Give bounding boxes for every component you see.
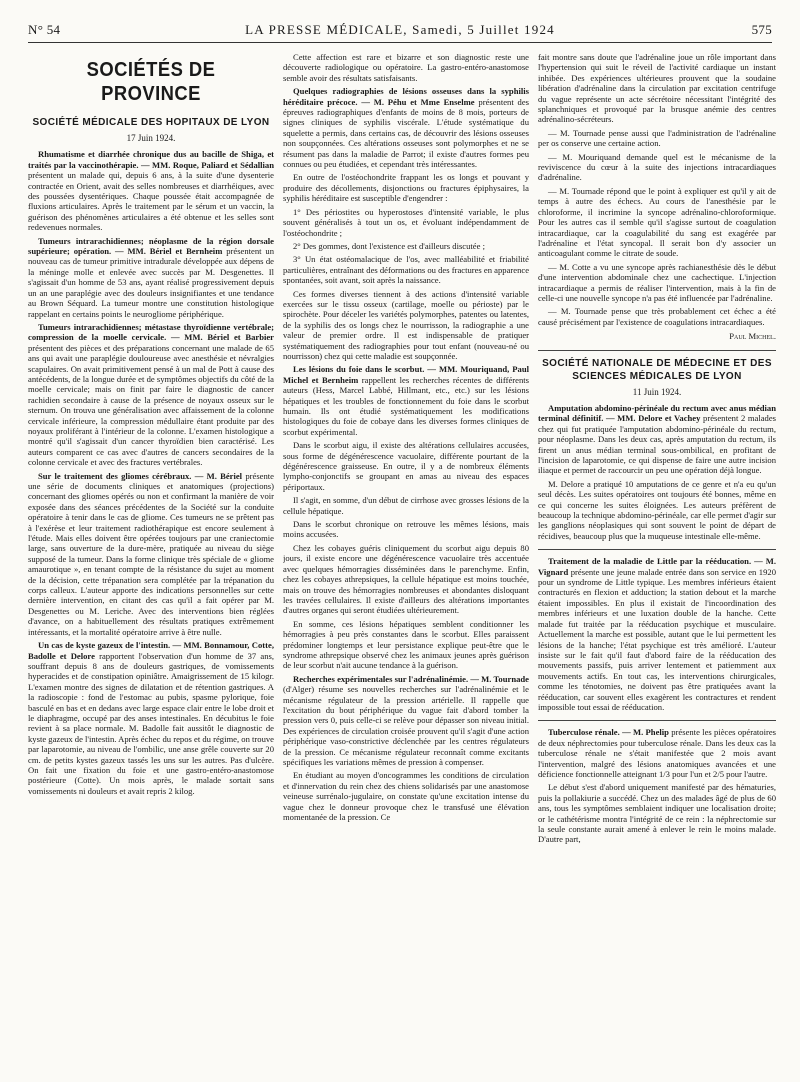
- paragraph: Un cas de kyste gazeux de l'intestin. — MM. Bonnamour, Cotte, Badolle et Delore rapportent l'observation d'un homme de 37 ans, souffrant depuis 8 ans de douleurs gastriques, de vomissements hyperacides et de constipation opiniâtre. Amaigrissement de 15 kilogr. L'examen montre des signes de dilatation et de rétention gastriques. A la radioscopie : fond de l'estomac au pubis, spasme pylorique, foie basculé en bas et en dedans avec large espace clair entre le lobe droit et le diaphragme, occupé par des anses intestinales. En décubitus le foie revient à sa place normale. M. Badolle fait aussitôt le diagnostic de kyste gazeux de l'intestin. Après échec du repos et du régime, on trouve par laparotomie, au niveau de l'ombilic, une anse grêle couverte sur 20 cm. de petits kystes gazeux tassés les uns sur les autres. Pas d'ulcère. On fait une fixation du foie et une gastro-entéro-anastomose postérieure (Cotte). Un mois après, le malade sortait sans vomissements ni douleurs et avait repris 2 kilog.: [28, 640, 274, 796]
- journal-title: LA PRESSE MÉDICALE, Samedi, 5 Juillet 1924: [245, 22, 555, 37]
- society-title: SOCIÉTÉ NATIONALE DE MÉDECINE ET DES SCIENCES MÉDICALES DE LYON: [542, 357, 772, 382]
- society-title: SOCIÉTÉ MÉDICALE DES HOPITAUX DE LYON: [32, 117, 270, 128]
- paragraph-heading: Tumeurs intrarachidiennes; métastase thyroïdienne vertébrale; compression de la moelle cervicale. — MM. Bériel et Barbier: [28, 321, 274, 343]
- paragraph: Dans le scorbut chronique on retrouve les mêmes lésions, mais moins accusées.: [283, 519, 529, 540]
- paragraph: En outre de l'ostéochondrite frappant les os longs et pouvant y produire des décollements, disjonctions ou fractures épiphysaires, la syphilis héréditaire est susceptible d'engendrer :: [283, 172, 529, 204]
- paragraph: Recherches expérimentales sur l'adrénalinémie. — M. Tournade (d'Alger) résume ses nouvelles recherches sur l'adrénalinémie et le mécanisme régulateur de la pression artérielle. Il rappelle que l'excitation du bout périphérique du vague fait d'abord tomber la pression vers 0, puis celle-ci se relève pour dépasser son niveau initial. Des expériences de circulation croisée prouvent qu'il s'agit d'une action périphérique vaso-constrictive déclenchée par les centres régulateurs de la pression. Ce mécanisme régulateur reconnaît comme excitants spécifiques les variations mêmes de pression à compenser.: [283, 673, 529, 767]
- paragraph: — M. Tournade pense que très probablement cet échec a été causé précisément par l'existence de coagulations intracardiaques.: [538, 306, 776, 327]
- paragraph: Il s'agit, en somme, d'un début de cirrhose avec grosses lésions de la cellule hépatique.: [283, 495, 529, 516]
- paragraph: fait montre sans doute que l'adrénaline joue un rôle important dans l'hypertension qui suit le réveil de l'activité cardiaque un instant inhibée. Des expériences ultérieures prouvent que la soudaine libération d'adrénaline dans la circulation par excitation centrifuge du vague représente un acte sécrétoire nécessitant l'intégrité des splanchniques et provoqué par la brusque anémie des centres adrénalino-sécréteurs.: [538, 52, 776, 125]
- issue-number: N° 54: [28, 22, 61, 37]
- paragraph: Cette affection est rare et bizarre et son diagnostic reste une découverte radiologique ou opératoire. La gastro-entéro-anastomose semble avoir des résultats satisfaisants.: [283, 52, 529, 83]
- header-rule: [28, 42, 772, 43]
- section-title: SOCIÉTÉS DE PROVINCE: [86, 59, 216, 105]
- paragraph: Tumeurs intrarachidiennes; métastase thyroïdienne vertébrale; compression de la moelle cervicale. — MM. Bériel et Barbier présentent des pièces et des préparations concernant une malade de 65 ans qui avait une paraplégie douloureuse avec anesthésie et névralgies scapulaires. On avait primitivement pensé à un mal de Pott à cause des antécédents, de la longue durée et de symptômes objectifs du côté de la moelle cervicale; mais on finit par faire le diagnostic de cancer rachidien secondaire à cause de la présence de noyaux osseux sur le sternum. On trouva une généralisation avec affaissement de la colonne cervicale inférieure, la compression médullaire étant produite par des noyaux proliférant à l'intérieur de la colonne. L'examen histologique a montré qu'il s'agissait d'un cancer thyroïdien bien caractérisé. Les auteurs comparent ce cas avec d'autres de cancers secondaires de la colonne cervicale et avec des fractures vertébrales.: [28, 321, 274, 468]
- column-right: [538, 52, 776, 1072]
- paragraph: Sur le traitement des gliomes cérébraux. — M. Bériel présente une série de documents cliniques et anatomiques (projections) concernant des gliomes opérés ou non et confirmant la manière de voir exposée dans des séances précédentes de la Société sur la conduite opératoire à tenir dans le cas de gliome. Ces tumeurs ne se prêtent pas à l'exérèse et leur traitement radiothérapique est encore seulement à l'étude. Mais elles doivent être opérées toujours par une craniectomie large, sans ouverture de la dure-mère, pratiquée au niveau du siège supposé de la tumeur. Dans la forme clinique très spéciale de « gliome amaurotique », en tenant compte de la résistance du sujet au moment de la décision, cette trépanation sera complétée par la trépanation du corps calleux. L'auteur apporte des indications personnelles sur cette dernière intervention, en citant des cas qu'il a fait opérer par M. Desgenettes ou M. Leriche. Avec des interventions bien réglées d'avance, on a habituellement des résultats pratiques extrêmement intéressants, et la mortalité opératoire arrive à être nulle.: [28, 470, 274, 637]
- paragraph-heading: Amputation abdomino-périnéale du rectum avec anus médian terminal définitif. — MM. Delore et Vachey: [538, 402, 776, 424]
- author-signature: Paul Michel.: [729, 331, 776, 342]
- paragraph: Quelques radiographies de lésions osseuses dans la syphilis héréditaire précoce. — M. Péhu et Mme Enselme présentent des épreuves radiographiques d'enfants de moins de 8 mois, porteurs de signes cliniques de syphilis viscérale. L'étude systématique du squelette a permis, dans certains cas, de découvrir des lésions osseuses non soupçonnées. Ces altérations osseuses sont polymorphes et ne se résument pas dans la maladie de Parrot; il existe d'autres formes peu connues ou peu étudiées, et cependant très intéressantes.: [283, 86, 529, 170]
- column-left: [28, 52, 274, 1072]
- paragraph: — M. Tournade pense aussi que l'administration de l'adrénaline per os conserve une certaine action.: [538, 127, 776, 149]
- paragraph-heading: Tuberculose rénale. — M. Phelip: [548, 727, 669, 738]
- column-middle: [283, 52, 529, 1072]
- section-divider: [538, 350, 776, 351]
- paragraph: Les lésions du foie dans le scorbut. — MM. Mouriquand, Paul Michel et Bernheim rappellent les recherches récentes de différents auteurs (Hess, Marcel Labbé, Hillmant, etc., etc.) sur les lésions hépatiques et les troubles de fonctionnement du foie dans le scorbut humain. Ils ont étudié systématiquement les modifications histologiques du foie de cobaye dans les diverses formes cliniques de scorbut expérimental.: [283, 364, 529, 437]
- paragraph: En somme, ces lésions hépatiques semblent conditionner les hémorragies à peu près constantes dans le scorbut. Elles paraissent prédominer longtemps et leur persistance explique peut-être que le syndrome athrepsique observé chez les animaux jeunes après guérison de leur scorbut n'ait aucune tendance à la guérison.: [283, 618, 529, 671]
- paragraph: En étudiant au moyen d'oncogrammes les conditions de circulation et d'innervation du rein chez des chiens solidarisés par une anastomose veineuse surrénalo-jugulaire, on constate qu'une excitation intense du vague chez le donneur provoque chez le transfusé une élévation momentanée de la pression. Ce: [283, 770, 529, 823]
- session-date: 17 Juin 1924.: [126, 133, 176, 143]
- running-header: [28, 22, 772, 38]
- paragraph: 3° Un état ostéomalacique de l'os, avec malléabilité et friabilité particulières, entraînant des déformations ou des fractures en apparence spontanées, soit avant, soit après la naissance.: [283, 254, 529, 286]
- paragraph-heading: Recherches expérimentales sur l'adrénalinémie. — M. Tournade: [293, 673, 529, 684]
- paragraph-heading: Sur le traitement des gliomes cérébraux. — M. Bériel: [38, 470, 243, 481]
- paragraph: Tumeurs intrarachidiennes; néoplasme de la région dorsale supérieure; opération. — MM. Bériel et Bernheim présentent un nouveau cas de tumeur primitive intradurale développée aux dépens de la méninge molle et enlevée avec succès par M. Desgenettes. Il s'agissait d'un homme de 53 ans, ayant réalisé progressivement depuis un an une paraplégie avec des douleurs insignifiantes et une tendance au Brown Séquard. La tumeur montre une constitution histologique rappelant en certains points le neurogliome périphérique.: [28, 235, 274, 319]
- paragraph: 2° Des gommes, dont l'existence est d'ailleurs discutée ;: [293, 240, 485, 251]
- paragraph: M. Delore a pratiqué 10 amputations de ce genre et n'a eu qu'un seul décès. Les suites opératoires ont toujours été bonnes, même en ce qui concerne les suites éloignées. Les auteurs préfèrent de beaucoup la technique abdomino-périnéale, car elle permet d'agir sur les ganglions néoplasiques qui sont souvent le point de départ de récidives, beaucoup plus que la muqueuse intestinale elle-même.: [538, 478, 776, 541]
- paragraph-heading: Les lésions du foie dans le scorbut. — MM. Mouriquand, Paul Michel et Bernheim: [283, 364, 529, 385]
- paragraph: Tuberculose rénale. — M. Phelip présente les pièces opératoires de deux néphrectomies pour tuberculose rénale. Dans les deux cas la tuberculose rénale ne s'était manifestée que 2 mois avant l'intervention, malgré des lésions anatomiques avancées et une déficience fonctionnelle atteignant 1/3 pour l'un et 2/5 pour l'autre.: [538, 727, 776, 779]
- paragraph: 1° Des périostites ou hyperostoses d'intensité variable, le plus souvent généralisés à tout un os, et évoluant indépendamment de l'ostéochondrite ;: [283, 206, 529, 238]
- paragraph-heading: Quelques radiographies de lésions osseuses dans la syphilis héréditaire précoce. — M. Péhu et Mme Enselme: [283, 86, 529, 107]
- session-date: 11 Juin 1924.: [632, 386, 682, 397]
- paragraph: — M. Cotte a vu une syncope après rachianesthésie dès le début d'une intervention abdominale chez une cachectique. L'injection intracardiaque a permis de réaliser l'intervention, mais à la fin de celle-ci une nouvelle syncope n'a pas été influencée par l'adrénaline.: [538, 261, 776, 303]
- paragraph: Chez les cobayes guéris cliniquement du scorbut aigu depuis 80 jours, il existe encore une dégénérescence vacuolaire très accentuée avec quelques hémorragies disséminées dans le parenchyme. Enfin, chez les cobayes athrepsiques, la cellule hépatique est moins touchée, mais on trouve des hémorragies nombreuses et abondantes disloquant les travées cellulaires. Il existe d'ailleurs des altérations importantes d'autres organes qui seront étudiées ultérieurement.: [283, 542, 529, 616]
- paragraph: Le début s'est d'abord uniquement manifesté par des hématuries, puis la pollakiurie a succédé. Chez un des malades âgé de plus de 60 ans, tous les symptômes semblaient indiquer une localisation droite; or le cathétérisme montra l'intégrité de ce rein : la néphrectomie sur la seule constante aurait amené à enlever le rein le moins malade. D'autre part,: [538, 782, 776, 845]
- paragraph: — M. Tournade répond que le point à expliquer est qu'il y ait de temps à autre des échecs. Au cours de l'anesthésie par le chloroforme, il incrimine la syncope adrénalino-chloroformique. Pour les autres cas il semble qu'il s'agisse surtout de coagulation intracardiaque, car la coagulabilité du sang est exagérée par l'adrénaline et l'état syncopal. Il serait bon d'y associer un anticoagulant comme le citrate de soude.: [538, 185, 776, 259]
- paragraph-heading: Traitement de la maladie de Little par la rééducation. — M. Vignard: [538, 556, 776, 577]
- paragraph: Ces formes diverses tiennent à des actions d'intensité variable exercées sur le tissu osseux (cartilage, moelle ou périoste) par le spirochète. Pour déceler les variétés polymorphes, patentes ou latentes, de la syphilis des os longs chez le nourrisson, la radiographie a une valeur de premier ordre. Il est indispensable de pratiquer systématiquement des radiographies pour tout enfant (nouveau-né ou nourrisson) chez qui cette maladie est soupçonnée.: [283, 288, 529, 361]
- paragraph-heading: Un cas de kyste gazeux de l'intestin. — MM. Bonnamour, Cotte, Badolle et Delore: [28, 640, 274, 661]
- section-divider: [538, 720, 776, 721]
- page-number: 575: [751, 22, 772, 37]
- paragraph: Amputation abdomino-périnéale du rectum avec anus médian terminal définitif. — MM. Delore et Vachey présentent 2 malades chez qui fut pratiquée l'amputation abdomino-périnéale du rectum, pour néoplasme. Dans les deux cas, après amputation du rectum, ils firent un anus médian terminal sous-ombilical, en profitant de l'incision de laparotomie, ce qui dispense de faire une autre incision iliaque et permet de raccourcir un peu une opération déjà longue.: [538, 402, 776, 476]
- paragraph: — M. Mouriquand demande quel est le mécanisme de la reviviscence du cœur à la suite des injections intracardiaques d'adrénaline.: [538, 151, 776, 183]
- paragraph: Dans le scorbut aigu, il existe des altérations cellulaires accusées, sous forme de dégénérescence vacuolaire, différente pourtant de la dégénérescence graisseuse. En outre, il y a de nombreux éléments lympho-conjonctifs se groupant en amas au niveau des espaces périportaux.: [283, 440, 529, 492]
- paragraph-heading: Rhumatisme et diarrhée chronique dus au bacille de Shiga, et traités par la vaccinothérapie. — MM. Roque, Paliard et Sédallian: [28, 149, 274, 170]
- paragraph: Rhumatisme et diarrhée chronique dus au bacille de Shiga, et traités par la vaccinothérapie. — MM. Roque, Paliard et Sédallian présentent un malade qui, depuis 6 ans, à la suite d'une dysenterie contractée en Orient, avait des selles nombreuses et diarrhéiques, avec des poussées dysentériques. Chaque poussée était accompagnée de fluxions articulaires. Après le traitement par le sérum et un vaccin, la guérison des phénomènes articulaires a été obtenue et les selles sont redevenues normales.: [28, 149, 274, 233]
- paragraph-heading: Tumeurs intrarachidiennes; néoplasme de la région dorsale supérieure; opération. — MM. Bériel et Bernheim: [28, 235, 274, 257]
- paragraph: Traitement de la maladie de Little par la rééducation. — M. Vignard présente une jeune malade entrée dans son service en 1920 pour un syndrome de Little typique. Les membres inférieurs étaient contracturés en flexion et adduction; la station debout et la marche étaient impossibles. En plus il existait de l'incoordination des membres inférieurs et une luxation double de la hanche. Cette malade fut traitée par la rééducation psychique et musculaire. Actuellement la marche est possible, autant que le lui permettent les lésions de la hanche; l'état psychique est très amélioré. L'auteur insiste sur le fait qu'il faut d'abord faire de la rééducation des mouvements passifs, puis arriver lentement et patiemment aux mouvements actifs. En tout cas, les interventions chirurgicales, comme les ténotomies, ne doivent pas être pratiquées avant la rééducation, car souvent elles exagèrent les contractures et rendent impossible tout essai de rééducation.: [538, 556, 776, 712]
- section-divider: [538, 549, 776, 550]
